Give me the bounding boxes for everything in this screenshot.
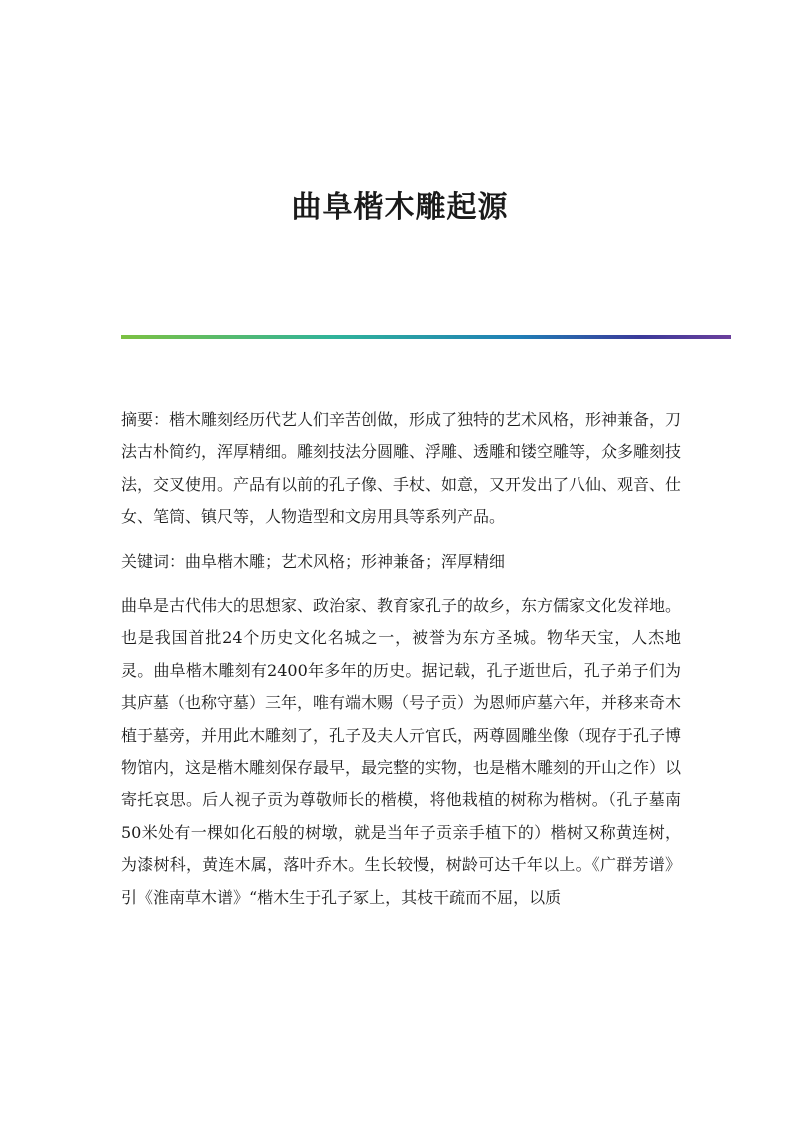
body-paragraph: 曲阜是古代伟大的思想家、政治家、教育家孔子的故乡，东方儒家文化发祥地。也是我国首批24个历史文化名城之一，被誉为东方圣城。物华天宝，人杰地灵。曲阜楷木雕刻有2400年多年的历史。据记载，孔子逝世后，孔子弟子们为其庐墓（也称守墓）三年，唯有端木赐（号子贡）为恩师庐墓六年，并移来奇木植于墓旁，并用此木雕刻了，孔子及夫人亓官氏，两尊圆雕坐像（现存于孔子博物馆内，这是楷木雕刻保存最早，最完整的实物，也是楷木雕刻的开山之作）以寄托哀思。后人视子贡为尊敬师长的楷模，将他栽植的树称为楷树。（孔子墓南50米处有一棵如化石般的树墩，就是当年子贡亲手植下的）楷树又称黄连树，为漆树科，黄连木属，落叶乔木。生长较慢，树龄可达千年以上。《广群芳谱》引《淮南草木谱》“楷木生于孔子冢上，其枝干疏而不屈，以质	[121, 596, 682, 907]
abstract-paragraph: 摘要：楷木雕刻经历代艺人们辛苦创做，形成了独特的艺术风格，形神兼备，刀法古朴简约，浑厚精细。雕刻技法分圆雕、浮雕、透雕和镂空雕等，众多雕刻技法，交叉使用。产品有以前的孔子像、手杖、如意，又开发出了八仙、观音、仕女、笔筒、镇尺等，人物造型和文房用具等系列产品。	[121, 410, 682, 527]
document-body	[121, 404, 681, 926]
keywords-paragraph: 关键词：曲阜楷木雕；艺术风格；形神兼备；浑厚精细	[121, 551, 506, 571]
document-title: 曲阜楷木雕起源	[291, 190, 509, 225]
title-divider	[121, 335, 731, 339]
